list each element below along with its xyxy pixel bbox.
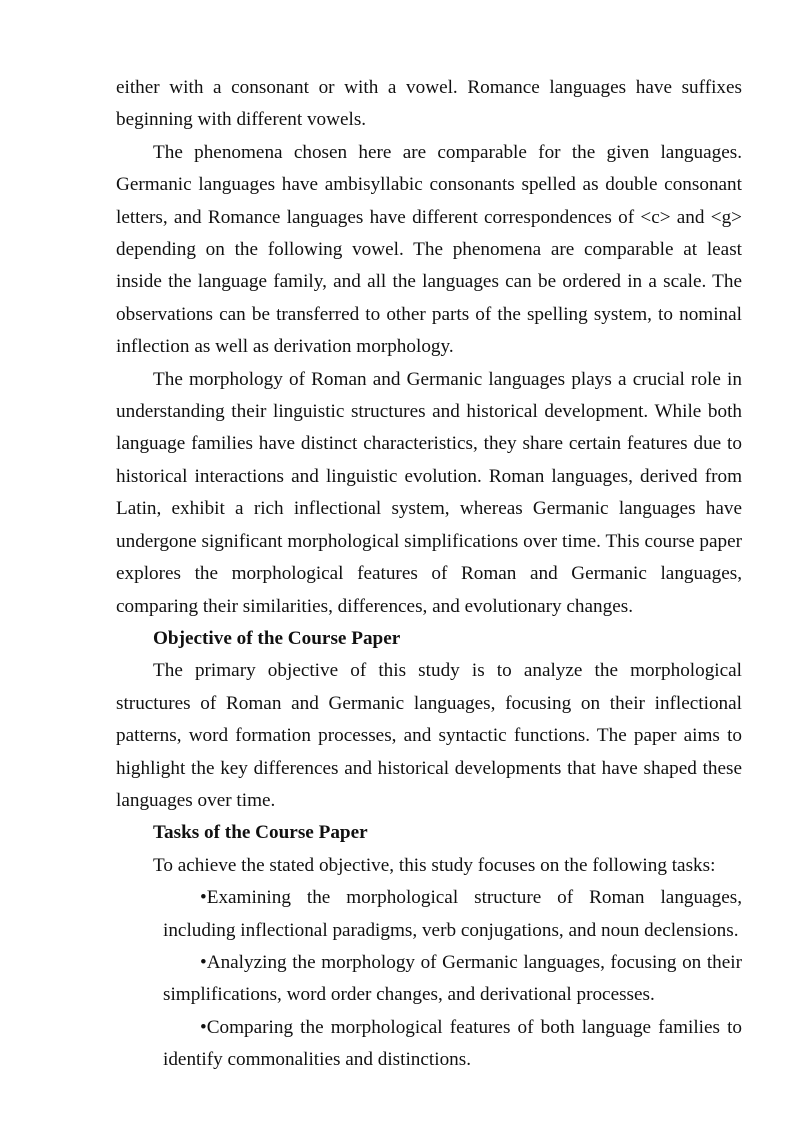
- paragraph-phenomena: The phenomena chosen here are comparable for the given languages. Germanic languages have ambisyllabic consonants spelled as double consonant letters, and Romance languages have different correspondences of <c> and <g> depending on the following vowel. The phenomena are comparable at least inside the language family, and all the languages can be ordered in a scale. The observations can be transferred to other parts of the spelling system, to nominal inflection as well as derivation morphology.: [116, 141, 742, 358]
- objective-text: The primary objective of this study is to analyze the morphological structures of Roman and Germanic languages, focusing on their inflectional patterns, word formation processes, and syntactic functions. The paper aims to highlight the key differences and historical developments that have shaped these languages over time.: [116, 660, 742, 811]
- paragraph-continuation: either with a consonant or with a vowel. Romance languages have suffixes beginning with different vowels.: [116, 77, 742, 131]
- objective-heading: Objective of the Course Paper: [153, 627, 401, 649]
- task-item-2: [116, 947, 742, 1012]
- page-text: [116, 72, 742, 1077]
- task-item-1: [116, 882, 742, 947]
- tasks-intro: To achieve the stated objective, this study focuses on the following tasks:: [153, 854, 716, 876]
- paragraph-morphology-intro: The morphology of Roman and Germanic languages plays a crucial role in understanding their linguistic structures and historical development. While both language families have distinct characteristics, they share certain features due to historical interactions and linguistic evolution. Roman languages, derived from Latin, exhibit a rich inflectional system, whereas Germanic languages have undergone significant morphological simplifications over time. This course paper explores the morphological features of Roman and Germanic languages, comparing their similarities, differences, and evolutionary changes.: [116, 368, 742, 617]
- bullet-icon: •: [200, 1016, 207, 1038]
- task-item-text: Comparing the morphological features of both language families to identify commonalities and distinctions.: [163, 1016, 742, 1071]
- task-item-3: [116, 1012, 742, 1077]
- bullet-icon: •: [200, 887, 207, 909]
- tasks-heading: Tasks of the Course Paper: [153, 822, 368, 844]
- task-item-text: Analyzing the morphology of Germanic languages, focusing on their simplifications, word order changes, and derivational processes.: [163, 951, 742, 1006]
- bullet-icon: •: [200, 951, 207, 973]
- task-item-text: Examining the morphological structure of Roman languages, including inflectional paradigms, verb conjugations, and noun declensions.: [163, 887, 742, 941]
